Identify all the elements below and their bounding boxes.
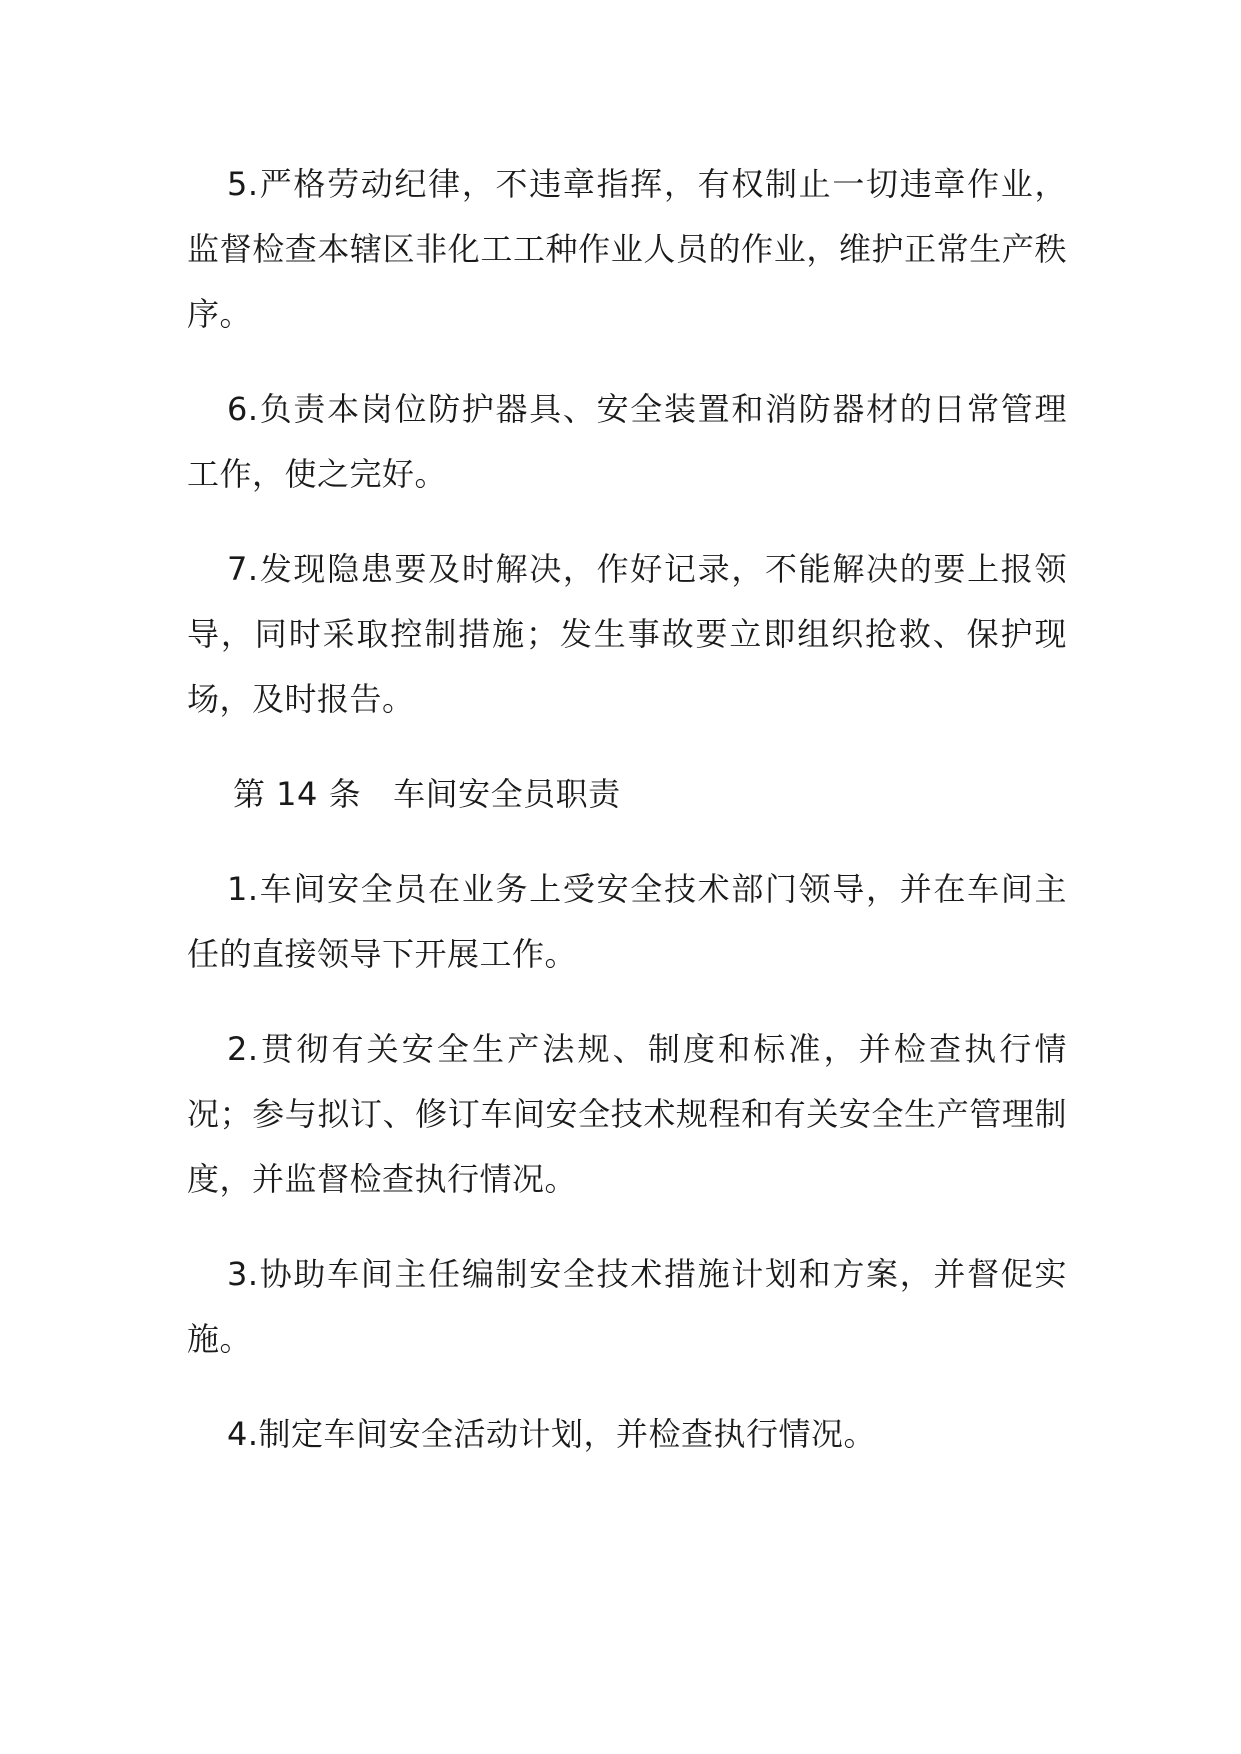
article-title: 车间安全员职责 <box>393 775 621 813</box>
article-heading <box>187 762 1067 827</box>
paragraph-item-4: 4.制定车间安全活动计划，并检查执行情况。 <box>227 1415 877 1453</box>
paragraph-item-2: 2.贯彻有关安全生产法规、制度和标准，并检查执行情况；参与拟订、修订车间安全技术规程和有关安全生产管理制度，并监督检查执行情况。 <box>187 1030 1067 1198</box>
paragraph-item-1: 1.车间安全员在业务上受安全技术部门领导，并在车间主任的直接领导下开展工作。 <box>187 870 1067 973</box>
article-number: 第 14 条 <box>233 775 362 813</box>
paragraph-item-3: 3.协助车间主任编制安全技术措施计划和方案，并督促实施。 <box>187 1255 1067 1358</box>
paragraph-item-7: 7.发现隐患要及时解决，作好记录，不能解决的要上报领导，同时采取控制措施；发生事故要立即组织抢救、保护现场，及时报告。 <box>187 550 1067 718</box>
paragraph-item-6: 6.负责本岗位防护器具、安全装置和消防器材的日常管理工作，使之完好。 <box>187 390 1067 493</box>
paragraph-item-5: 5.严格劳动纪律，不违章指挥，有权制止一切违章作业，监督检查本辖区非化工工种作业人员的作业，维护正常生产秩序。 <box>187 165 1067 333</box>
document-body <box>187 152 1067 1497</box>
